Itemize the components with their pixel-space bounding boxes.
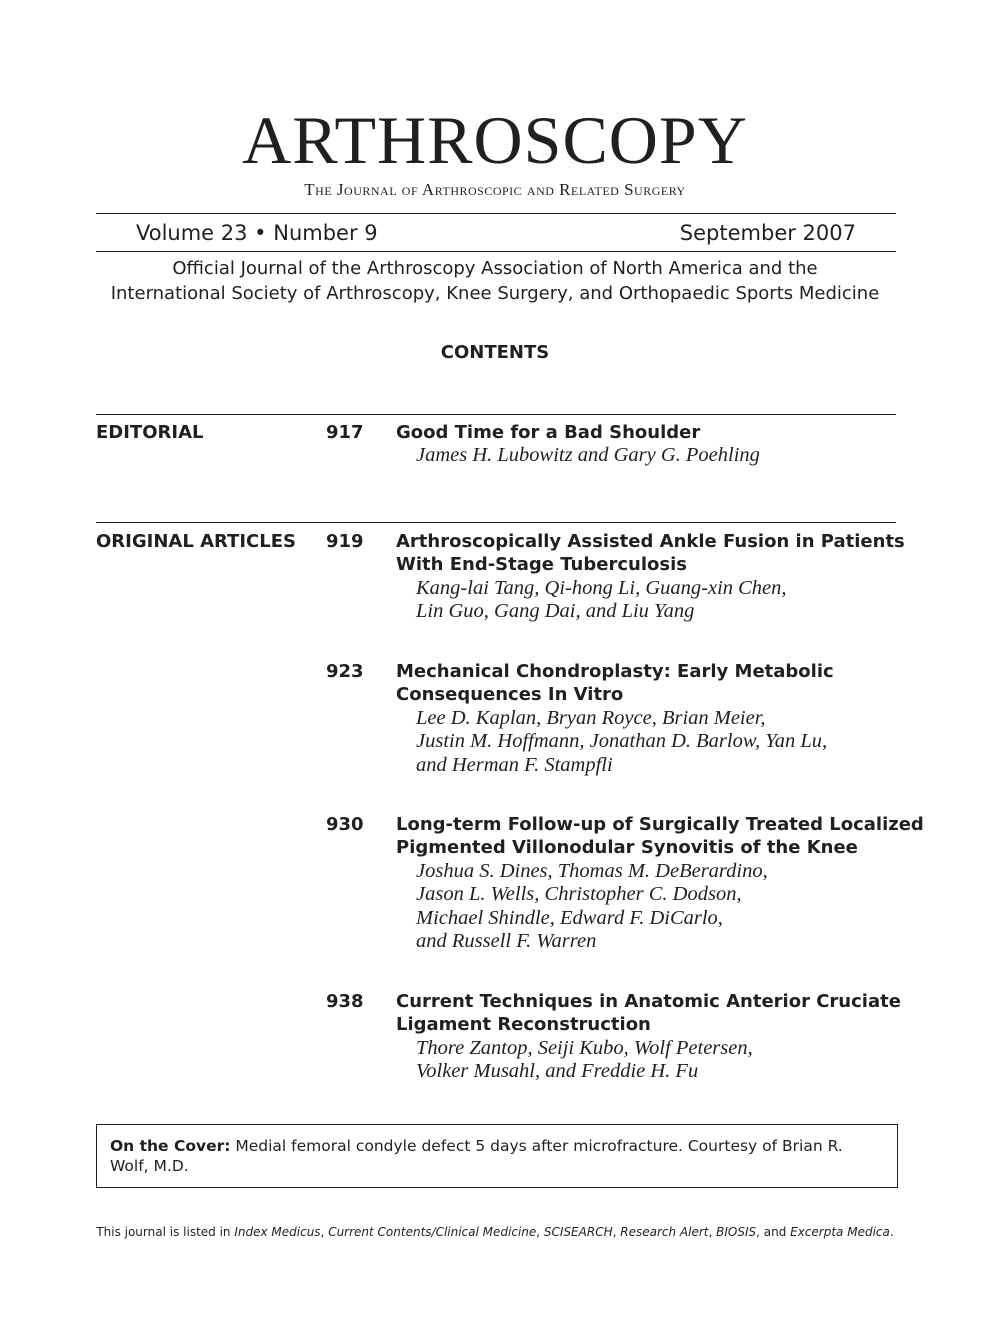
- toc-entry[interactable]: [396, 421, 901, 468]
- toc-entry[interactable]: [396, 660, 901, 777]
- index-name: BIOSIS: [716, 1225, 757, 1239]
- section-label-original-articles: ORIGINAL ARTICLES: [96, 531, 296, 552]
- page-number: 938: [326, 991, 364, 1012]
- authors-line: Justin M. Hoffmann, Jonathan D. Barlow, Yan Lu,: [416, 730, 828, 753]
- footer-sep: ,: [708, 1225, 717, 1239]
- title-line: Pigmented Villonodular Synovitis of the Knee: [396, 837, 858, 859]
- article-title[interactable]: [396, 813, 924, 860]
- cover-note-box: [96, 1124, 898, 1188]
- title-line: Long-term Follow-up of Surgically Treated Localized: [396, 814, 924, 835]
- title-line: Ligament Reconstruction: [396, 1014, 651, 1036]
- issue-date: September 2007: [679, 221, 856, 245]
- footer-sep: ,: [612, 1225, 621, 1239]
- affiliation-line: International Society of Arthroscopy, Knee Surgery, and Orthopaedic Sports Medicine: [110, 283, 880, 304]
- title-line: Current Techniques in Anatomic Anterior Cruciate: [396, 991, 901, 1012]
- affiliation-statement: [60, 256, 930, 306]
- page-number: 923: [326, 661, 364, 682]
- article-title[interactable]: [396, 421, 901, 444]
- article-authors: [396, 577, 901, 624]
- footer-sep: ,: [536, 1225, 544, 1239]
- authors-line: Jason L. Wells, Christopher C. Dodson,: [416, 883, 742, 906]
- article-title[interactable]: [396, 660, 901, 707]
- footer-sep: ,: [320, 1225, 329, 1239]
- authors-line: Michael Shindle, Edward F. DiCarlo,: [416, 906, 723, 929]
- title-line: Mechanical Chondroplasty: Early Metabolic: [396, 661, 834, 682]
- contents-heading: CONTENTS: [440, 342, 550, 363]
- index-name: SCISEARCH: [543, 1225, 613, 1239]
- authors-line: and Russell F. Warren: [416, 930, 597, 953]
- page-number: 917: [326, 422, 364, 443]
- volume-number: Volume 23 • Number 9: [136, 221, 378, 245]
- toc-entry[interactable]: [396, 990, 901, 1084]
- section-label-editorial: EDITORIAL: [96, 422, 204, 443]
- authors-line: Joshua S. Dines, Thomas M. DeBerardino,: [416, 859, 768, 882]
- title-line: Consequences In Vitro: [396, 684, 624, 706]
- authors-line: Kang-lai Tang, Qi-hong Li, Guang-xin Chen,: [416, 576, 787, 599]
- index-name: Index Medicus: [234, 1225, 321, 1239]
- issue-line: [96, 219, 896, 247]
- authors-line: and Herman F. Stampfli: [416, 753, 613, 776]
- footer-text: This journal is listed in: [96, 1225, 235, 1239]
- article-authors: [396, 444, 901, 467]
- section-rule: [96, 414, 896, 415]
- index-name: Current Contents/Clinical Medicine: [328, 1225, 537, 1239]
- title-line: Good Time for a Bad Shoulder: [396, 422, 701, 443]
- article-authors: [396, 707, 901, 777]
- index-name: Research Alert: [620, 1225, 709, 1239]
- title-line: Arthroscopically Assisted Ankle Fusion in Patients: [396, 531, 905, 552]
- footer-sep: , and: [756, 1225, 791, 1239]
- page-number: 930: [326, 814, 364, 835]
- top-rule: [96, 213, 896, 214]
- authors-line: James H. Lubowitz and Gary G. Poehling: [416, 444, 760, 467]
- footer-text: .: [889, 1225, 894, 1239]
- indexing-footer: [0, 1224, 990, 1240]
- article-authors: [396, 860, 901, 954]
- toc-entry[interactable]: [396, 530, 905, 624]
- cover-note-label: On the Cover:: [110, 1137, 231, 1155]
- affiliation-line: Official Journal of the Arthroscopy Association of North America and the: [172, 258, 818, 279]
- authors-line: Thore Zantop, Seiji Kubo, Wolf Petersen,: [416, 1036, 753, 1059]
- issue-rule: [96, 251, 896, 252]
- cover-note-text: Medial femoral condyle defect 5 days after microfracture. Courtesy of Brian R. Wolf, M.D.: [110, 1137, 843, 1175]
- journal-subtitle: The Journal of Arthroscopic and Related Surgery: [304, 180, 686, 199]
- authors-line: Lee D. Kaplan, Bryan Royce, Brian Meier,: [416, 706, 766, 729]
- journal-title: ARTHROSCOPY: [242, 102, 748, 178]
- authors-line: Lin Guo, Gang Dai, and Liu Yang: [416, 600, 695, 623]
- index-name: Excerpta Medica: [790, 1225, 890, 1239]
- article-title[interactable]: [396, 990, 901, 1037]
- authors-line: Volker Musahl, and Freddie H. Fu: [416, 1060, 699, 1083]
- section-rule: [96, 522, 896, 523]
- title-line: With End-Stage Tuberculosis: [396, 554, 687, 576]
- article-title[interactable]: [396, 530, 905, 577]
- article-authors: [396, 1037, 901, 1084]
- toc-entry[interactable]: [396, 813, 924, 953]
- page-number: 919: [326, 531, 364, 552]
